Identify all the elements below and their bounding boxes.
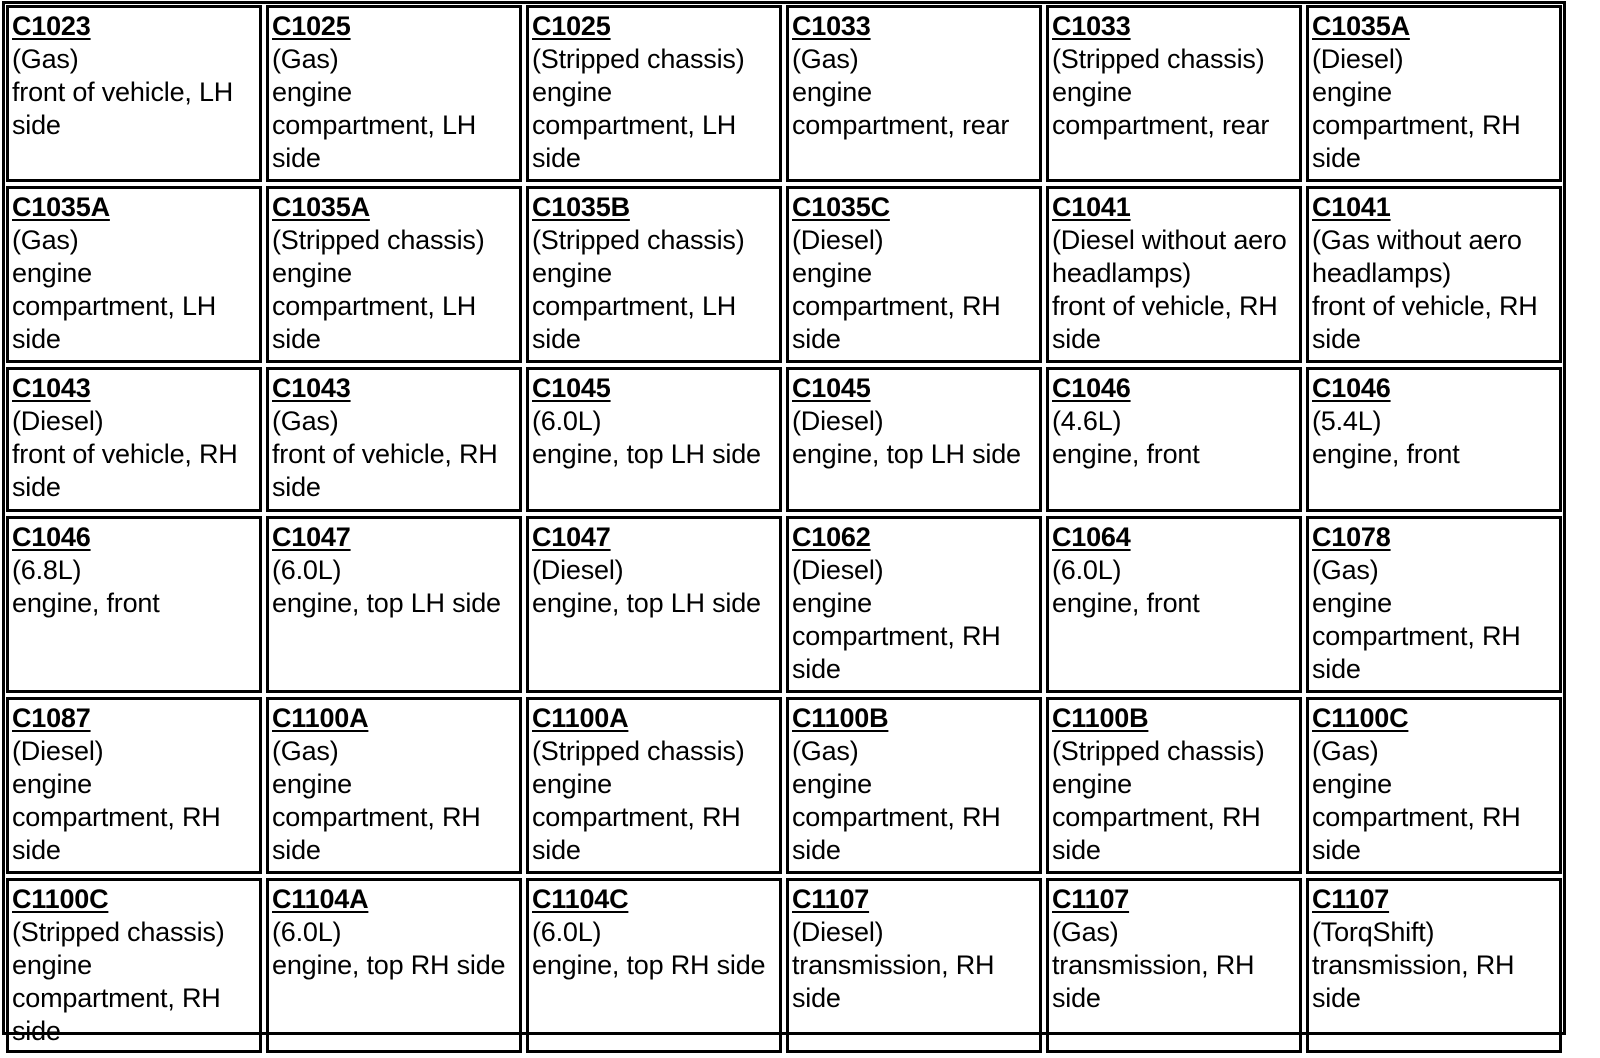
connector-code-link[interactable]: C1107 — [792, 884, 870, 914]
connector-code-link[interactable]: C1100B — [792, 703, 889, 733]
connector-location: engine, front — [1312, 439, 1460, 469]
connector-cell — [6, 516, 262, 693]
connector-variant: (Gas) — [12, 44, 79, 74]
connector-code-link[interactable]: C1041 — [1312, 192, 1391, 222]
connector-code-link[interactable]: C1100B — [1052, 703, 1149, 733]
connector-cell — [6, 697, 262, 874]
connector-cell — [266, 878, 522, 1053]
connector-code-link[interactable]: C1035A — [12, 192, 110, 222]
connector-variant: (Gas) — [12, 225, 79, 255]
connector-location: engine, top RH side — [272, 950, 506, 980]
connector-code-link[interactable]: C1100C — [1312, 703, 1409, 733]
connector-variant: (Stripped chassis) — [272, 225, 485, 255]
connector-location: front of vehicle, RH side — [1312, 291, 1538, 354]
connector-variant: (6.0L) — [272, 555, 342, 585]
connector-location: front of vehicle, RH side — [12, 439, 238, 502]
connector-variant: (Diesel) — [792, 406, 884, 436]
connector-location: engine, top LH side — [792, 439, 1021, 469]
connector-variant: (Diesel) — [792, 555, 884, 585]
connector-code-link[interactable]: C1046 — [1312, 373, 1391, 403]
connector-code-link[interactable]: C1047 — [272, 522, 351, 552]
connector-location: engine compartment, rear — [1052, 77, 1270, 140]
connector-code-link[interactable]: C1047 — [532, 522, 611, 552]
connector-variant: (TorqShift) — [1312, 917, 1435, 947]
connector-cell — [786, 186, 1042, 363]
connector-code-link[interactable]: C1041 — [1052, 192, 1131, 222]
connector-location: transmission, RH side — [1312, 950, 1515, 1013]
connector-location: transmission, RH side — [1052, 950, 1255, 1013]
connector-location: engine compartment, RH side — [1052, 769, 1261, 865]
connector-location: engine compartment, RH side — [792, 588, 1001, 684]
connector-variant: (Stripped chassis) — [532, 225, 745, 255]
connector-cell — [526, 5, 782, 182]
connector-variant: (6.0L) — [532, 406, 602, 436]
connector-cell — [526, 186, 782, 363]
connector-code-link[interactable]: C1107 — [1312, 884, 1390, 914]
connector-cell — [6, 878, 262, 1053]
connector-variant: (Gas) — [792, 736, 859, 766]
connector-cell — [786, 5, 1042, 182]
connector-cell — [786, 516, 1042, 693]
connector-code-link[interactable]: C1025 — [532, 11, 611, 41]
connector-variant: (Diesel) — [12, 736, 104, 766]
connector-cell — [786, 697, 1042, 874]
connector-location: engine, top LH side — [532, 588, 761, 618]
connector-location: engine compartment, LH side — [12, 258, 217, 354]
connector-variant: (Gas) — [792, 44, 859, 74]
connector-location: engine compartment, LH side — [532, 258, 737, 354]
connector-cell — [1046, 878, 1302, 1053]
connector-location: engine compartment, RH side — [12, 769, 221, 865]
connector-code-link[interactable]: C1104A — [272, 884, 369, 914]
connector-code-link[interactable]: C1100C — [12, 884, 109, 914]
connector-code-link[interactable]: C1062 — [792, 522, 871, 552]
connector-code-link[interactable]: C1033 — [792, 11, 871, 41]
connector-variant: (Stripped chassis) — [532, 44, 745, 74]
connector-code-link[interactable]: C1023 — [12, 11, 91, 41]
connector-cell — [526, 367, 782, 512]
connector-location: front of vehicle, RH side — [272, 439, 498, 502]
connector-location: engine compartment, LH side — [532, 77, 737, 173]
connector-location: engine compartment, RH side — [532, 769, 741, 865]
connector-variant: (Gas) — [272, 406, 339, 436]
connector-variant: (Gas) — [1312, 555, 1379, 585]
connector-location: engine compartment, LH side — [272, 258, 477, 354]
connector-location: transmission, RH side — [792, 950, 995, 1013]
connector-cell — [1306, 516, 1562, 693]
connector-variant: (Gas) — [1312, 736, 1379, 766]
connector-location: engine, top RH side — [532, 950, 766, 980]
connector-code-link[interactable]: C1100A — [532, 703, 629, 733]
connector-location: engine, front — [12, 588, 160, 618]
connector-location: engine compartment, rear — [792, 77, 1010, 140]
connector-variant: (6.8L) — [12, 555, 82, 585]
connector-cell — [266, 367, 522, 512]
connector-cell — [1046, 516, 1302, 693]
connector-cell — [1306, 5, 1562, 182]
connector-variant: (6.0L) — [272, 917, 342, 947]
connector-code-link[interactable]: C1033 — [1052, 11, 1131, 41]
connector-variant: (5.4L) — [1312, 406, 1382, 436]
connector-location: engine compartment, RH side — [272, 769, 481, 865]
connector-location: engine compartment, RH side — [12, 950, 221, 1046]
connector-code-link[interactable]: C1078 — [1312, 522, 1391, 552]
connector-variant: (Stripped chassis) — [12, 917, 225, 947]
connector-cell — [526, 878, 782, 1053]
connector-cell — [266, 697, 522, 874]
connector-variant: (Diesel) — [792, 225, 884, 255]
connector-code-link[interactable]: C1046 — [1052, 373, 1131, 403]
connector-code-link[interactable]: C1107 — [1052, 884, 1130, 914]
connector-cell — [1306, 186, 1562, 363]
connector-variant: (Gas) — [1052, 917, 1119, 947]
connector-cell — [266, 516, 522, 693]
connector-cell — [1306, 878, 1562, 1053]
connector-location: engine compartment, RH side — [1312, 77, 1521, 173]
connector-location: engine, front — [1052, 588, 1200, 618]
connector-cell — [1306, 697, 1562, 874]
connector-code-link[interactable]: C1064 — [1052, 522, 1131, 552]
connector-location-table — [2, 1, 1566, 1046]
connector-code-link[interactable]: C1043 — [272, 373, 351, 403]
connector-cell — [1046, 367, 1302, 512]
connector-cell — [1306, 367, 1562, 512]
connector-variant: (Gas) — [272, 44, 339, 74]
connector-location: engine compartment, RH side — [1312, 588, 1521, 684]
connector-cell — [526, 516, 782, 693]
connector-location: front of vehicle, RH side — [1052, 291, 1278, 354]
connector-variant: (6.0L) — [1052, 555, 1122, 585]
connector-variant: (Gas without aero headlamps) — [1312, 225, 1522, 288]
connector-cell — [1046, 5, 1302, 182]
connector-grid — [5, 4, 1563, 1046]
connector-code-link[interactable]: C1025 — [272, 11, 351, 41]
connector-code-link[interactable]: C1087 — [12, 703, 91, 733]
connector-cell — [6, 367, 262, 512]
connector-code-link[interactable]: C1035A — [272, 192, 370, 222]
connector-code-link[interactable]: C1045 — [532, 373, 611, 403]
connector-code-link[interactable]: C1045 — [792, 373, 871, 403]
connector-code-link[interactable]: C1104C — [532, 884, 629, 914]
connector-location: engine, front — [1052, 439, 1200, 469]
connector-code-link[interactable]: C1100A — [272, 703, 369, 733]
connector-cell — [266, 5, 522, 182]
connector-location: engine compartment, RH side — [792, 769, 1001, 865]
connector-cell — [6, 186, 262, 363]
connector-cell — [1046, 186, 1302, 363]
connector-code-link[interactable]: C1046 — [12, 522, 91, 552]
connector-location: engine compartment, LH side — [272, 77, 477, 173]
connector-variant: (Diesel) — [532, 555, 624, 585]
connector-location: engine compartment, RH side — [792, 258, 1001, 354]
connector-variant: (Stripped chassis) — [1052, 736, 1265, 766]
connector-variant: (6.0L) — [532, 917, 602, 947]
connector-code-link[interactable]: C1035B — [532, 192, 630, 222]
connector-variant: (Diesel) — [792, 917, 884, 947]
connector-cell — [786, 367, 1042, 512]
connector-cell — [526, 697, 782, 874]
connector-variant: (Gas) — [272, 736, 339, 766]
connector-location: engine, top LH side — [272, 588, 501, 618]
connector-location: engine compartment, RH side — [1312, 769, 1521, 865]
connector-variant: (Stripped chassis) — [1052, 44, 1265, 74]
connector-code-link[interactable]: C1035C — [792, 192, 890, 222]
connector-variant: (4.6L) — [1052, 406, 1122, 436]
connector-variant: (Diesel) — [1312, 44, 1404, 74]
connector-variant: (Diesel) — [12, 406, 104, 436]
connector-code-link[interactable]: C1035A — [1312, 11, 1410, 41]
connector-variant: (Diesel without aero headlamps) — [1052, 225, 1287, 288]
connector-cell — [6, 5, 262, 182]
connector-cell — [266, 186, 522, 363]
connector-location: front of vehicle, LH side — [12, 77, 234, 140]
connector-location: engine, top LH side — [532, 439, 761, 469]
connector-cell — [786, 878, 1042, 1053]
connector-code-link[interactable]: C1043 — [12, 373, 91, 403]
connector-cell — [1046, 697, 1302, 874]
connector-variant: (Stripped chassis) — [532, 736, 745, 766]
